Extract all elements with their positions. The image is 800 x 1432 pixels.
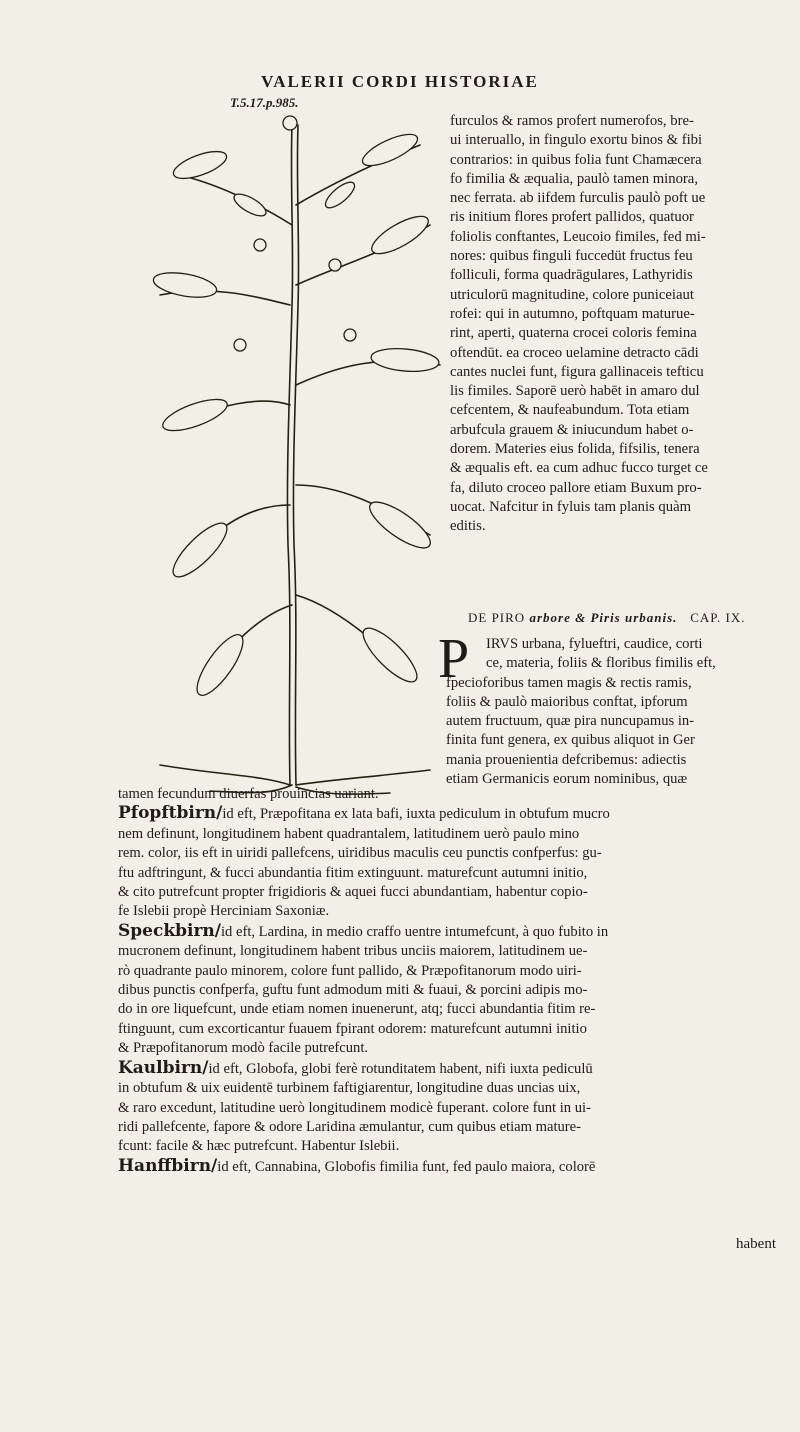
text-line: foliolis conftantes, Leucoio fimiles, fed mi-: [450, 228, 706, 245]
paragraph-pfopftbirn: [118, 804, 798, 921]
text-line: ris initium flores profert pallidos, quatuor: [450, 209, 694, 226]
text-line: & raro excedunt, latitudine uerò longitudinem modicè fuperant. colore funt in ui-: [118, 1099, 591, 1116]
chapter-number: CAP. IX.: [690, 610, 746, 625]
paragraph-hanffbirn: [118, 1157, 798, 1177]
text-line: foliis & paulò maioribus conftat, ipforum: [446, 693, 688, 710]
text-line: id eft, Præpofitana ex lata bafi, iuxta pediculum in obtufum mucro: [222, 806, 610, 823]
text-line: nem definunt, longitudinem habent quadrantalem, latitudinem uerò paulo mino: [118, 825, 580, 842]
text-line: fpecioforibus tamen magis & rectis ramis,: [446, 674, 692, 691]
text-line: ftu adftringunt, & fucci abundantia fitim extinguunt. maturefcunt autumni initio,: [118, 864, 588, 881]
text-line: id eft, Globofa, globi ferè rotunditatem habent, nifi iuxta pediculū: [208, 1060, 593, 1077]
catchword: habent: [736, 1236, 776, 1252]
text-line: nores: quibus finguli fuccedüt fructus feu: [450, 248, 693, 265]
term: Hanffbirn/: [118, 1156, 218, 1176]
text-line: mania prouenientia defcribemus: adiectis: [446, 751, 687, 768]
text-line: contrarios: in quibus folia funt Chamæcera: [450, 151, 702, 168]
text-line: ce, materia, foliis & floribus fimilis eft,: [486, 655, 716, 672]
top-text-column: [450, 112, 795, 537]
drop-capital: P: [438, 628, 470, 690]
text-line: furculos & ramos profert numerofos, bre-: [450, 113, 694, 129]
text-line: in obtufum & uix euidentē turbinem faftigiarentur, longitudine duas uncias uix,: [118, 1080, 581, 1097]
text-line: tamen fecundum diuerfas prouincias uariant.: [118, 786, 379, 802]
text-line: id eft, Cannabina, Globofis fimilia funt, fed paulo maiora, colorē: [217, 1158, 596, 1175]
chapter-prefix: DE PIRO: [468, 610, 526, 625]
text-line: cefcentem, & naufeabundum. Tota etiam: [450, 402, 690, 419]
text-line: mucronem definunt, longitudinem habent tribus unciis maiorem, latitudinem ue-: [118, 943, 588, 960]
text-line: & cito putrefcunt propter frigidioris & aquei fucci abundantiam, habentur copio-: [118, 884, 588, 901]
text-line: & æqualis eft. ea cum adhuc fucco turget ce: [450, 460, 708, 477]
term: Pfopftbirn/: [118, 804, 223, 824]
text-line: fo fimilia & æqualia, paulò tamen minora,: [450, 170, 698, 187]
text-line: cantes nuclei funt, figura gallinaceis tefticu: [450, 363, 704, 380]
text-line: ftinguunt, cum excorticantur fuauem fpirant odorem: maturefcunt autumni initio: [118, 1020, 587, 1037]
chapter-heading: [468, 610, 798, 626]
text-line: lis fimiles. Saporē uerò habēt in amaro dul: [450, 383, 700, 400]
text-line: autem fructuum, quæ pira nuncupamus in-: [446, 713, 695, 730]
plant-woodcut-illustration: [140, 105, 450, 795]
margin-note: T.5.17.p.985.: [230, 95, 299, 110]
text-line: dorem. Materies eius folida, fifsilis, tenera: [450, 441, 700, 458]
text-line: folliculi, forma quadrāgulares, Lathyridis: [450, 267, 693, 284]
text-line: nec ferrata. ab iifdem furculis paulò poft ue: [450, 190, 706, 207]
text-line: fcunt: facile & hæc putrefcunt. Habentur Islebii.: [118, 1138, 400, 1155]
text-line: rint, aperti, quaterna crocei coloris femina: [450, 325, 697, 342]
text-line: finita funt genera, ex quibus aliquot in Ger: [446, 732, 695, 749]
text-line: etiam Germanicis eorum nominibus, quæ: [446, 771, 688, 788]
text-line: ridi pallefcente, fapore & odore Laridina æmulantur, cum quibus etiam mature-: [118, 1118, 582, 1135]
term: Speckbirn/: [118, 921, 221, 941]
text-line: uocat. Nafcitur in fyluis tam planis quàm: [450, 498, 692, 515]
paragraph-kaulbirn: [118, 1059, 798, 1157]
text-line: rem. color, iis eft in uiridi pallefcens, uiridibus maculis ceu punctis confperfus: gu-: [118, 845, 602, 862]
text-line: utriculorū magnitudine, colore puniceiaut: [450, 286, 694, 303]
term: Kaulbirn/: [118, 1058, 209, 1078]
chapter-subtitle: arbore & Piris urbanis.: [529, 610, 678, 625]
text-line: IRVS urbana, fylueftri, caudice, corti: [486, 636, 703, 652]
text-line: fe Islebii propè Herciniam Saxoniæ.: [118, 903, 330, 920]
text-line: ui interuallo, in fingulo exortu binos & fibi: [450, 132, 703, 149]
text-line: id eft, Lardina, in medio craffo uentre intumefcunt, à quo fubito in: [220, 923, 609, 940]
lower-text-block: [118, 785, 798, 1177]
text-line: rò quadrante paulo minorem, colore funt pallido, & Præpofitanorum modo uiri-: [118, 962, 582, 979]
text-line: fa, diluto croceo pallore etiam Buxum pro-: [450, 479, 702, 496]
running-title: VALERII CORDI HISTORIAE: [261, 72, 539, 91]
text-line: do in ore liquefcunt, unde etiam nomen inuenerunt, atq; fucci abundantia fitim re-: [118, 1001, 596, 1018]
text-line: rofei: qui in autumno, poftquam maturue-: [450, 305, 695, 322]
text-line: editis.: [450, 518, 486, 535]
text-line: arbufcula grauem & iniucundum habet o-: [450, 421, 694, 438]
text-line: & Præpofitanorum modò facile putrefcunt.: [118, 1040, 369, 1057]
text-line: dibus punctis confperfa, guftu funt admodum miti & fuaui, & porcini adipis mo-: [118, 982, 588, 999]
chapter-text: [446, 635, 798, 789]
text-line: oftendūt. ea croceo uelamine detracto cādi: [450, 344, 699, 361]
paragraph-speckbirn: [118, 922, 798, 1059]
